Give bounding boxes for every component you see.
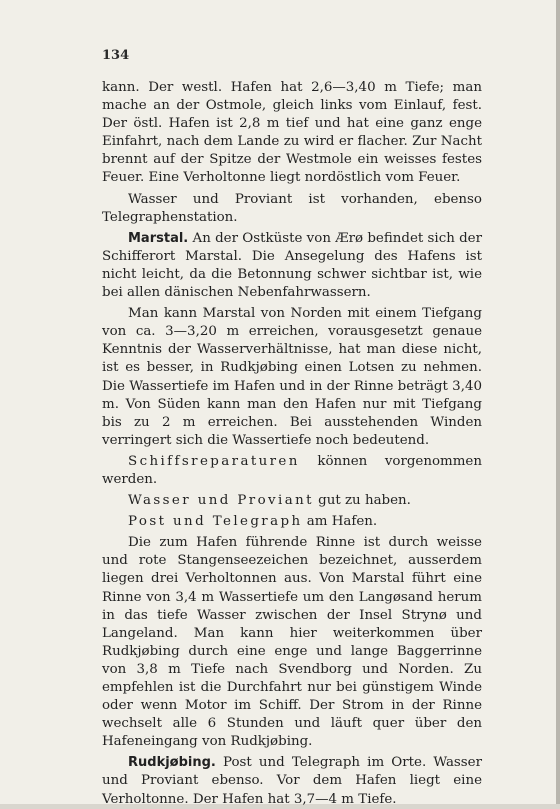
paragraph-wasser-proviant [102,191,482,227]
paragraph-rinne [102,534,482,751]
paragraph-text: An der Ostküste von Ærø befindet sich der Schifferort Marstal. Die Ansegelung des Hafens ist nicht leicht, da die Betonnung schwer sichtbar ist, wie bei allen dänischen Nebenfahrwassern. [102,230,482,301]
paragraph-text: Die zum Hafen führende Rinne ist durch weisse und rote Stangenseezeichen bezeichnet, ausserdem liegen drei Verholtonnen aus. Von Marstal führt eine Rinne von 3,4 m Wassertiefe um den Langøsand herum in das tiefe Wasser zwischen der Insel Strynø und Langeland. Man kann hier weiterkommen über Rudkjøbing durch eine enge und lange Baggerrinne von 3,8 m Tiefe nach Svendborg und Norden. Zu empfehlen ist die Durchfahrt nur bei günstigem Winde oder wenn Motor im Schiff. Der Strom in der Rinne wechselt alle 6 Stunden und läuft quer über den Hafeneingang von Rudkjøbing. [102,535,482,750]
paragraph-rudkjobing [102,754,482,808]
paragraph-text: gut zu haben. [318,493,411,509]
paragraph-text: können vorgenommen werden. [102,453,482,487]
body-text [102,79,482,809]
spaced-term: Post und Telegraph [128,514,303,530]
paragraph-wasser-und-proviant [102,492,482,510]
spaced-term: Wasser und Proviant [128,493,314,509]
paragraph-text: Wasser und Proviant ist vorhanden, ebenso Telegraphenstation. [102,191,482,225]
paragraph-marstal [102,230,482,302]
paragraph-text: Post und Telegraph im Orte. Wasser und Proviant ebenso. Vor dem Hafen liegt eine Verholtonne. Der Hafen hat 3,7—4 m Tiefe. [102,755,482,807]
paragraph-post-telegraph [102,513,482,531]
paragraph-schiffsreparaturen [102,453,482,489]
heading-marstal: Marstal. [128,230,189,246]
spaced-term: Schiffsreparaturen [128,453,300,469]
paragraph-westl-hafen [102,79,482,188]
paragraph-text: Man kann Marstal von Norden mit einem Tiefgang von ca. 3—3,20 m erreichen, vorausgesetzt genaue Kenntnis der Wasserverhältnisse, hat man diese nicht, ist es besser, in Rudkjøbing einen Lotsen zu nehmen. Die Wassertiefe im Hafen und in der Rinne beträgt 3,40 m. Von Süden kann man den Hafen nur mit Tiefgang bis zu 2 m erreichen. Bei ausstehenden Winden verringert sich die Wassertiefe noch bedeutend. [102,306,482,448]
page-number: 134 [102,48,130,63]
paragraph-text: kann. Der westl. Hafen hat 2,6—3,40 m Tiefe; man mache an der Ostmole, gleich links vom Einlauf, fest. Der östl. Hafen ist 2,8 m tief und hat eine ganz enge Einfahrt, nach dem Lande zu wird er flacher. Zur Nacht brennt auf der Spitze der Westmole ein weisses festes Feuer. Eine Verholtonne liegt nordöstlich vom Feuer. [102,80,482,186]
heading-rudkjobing: Rudkjøbing. [128,755,216,771]
paragraph-tiefgang [102,305,482,450]
paragraph-text: am Hafen. [306,514,378,530]
